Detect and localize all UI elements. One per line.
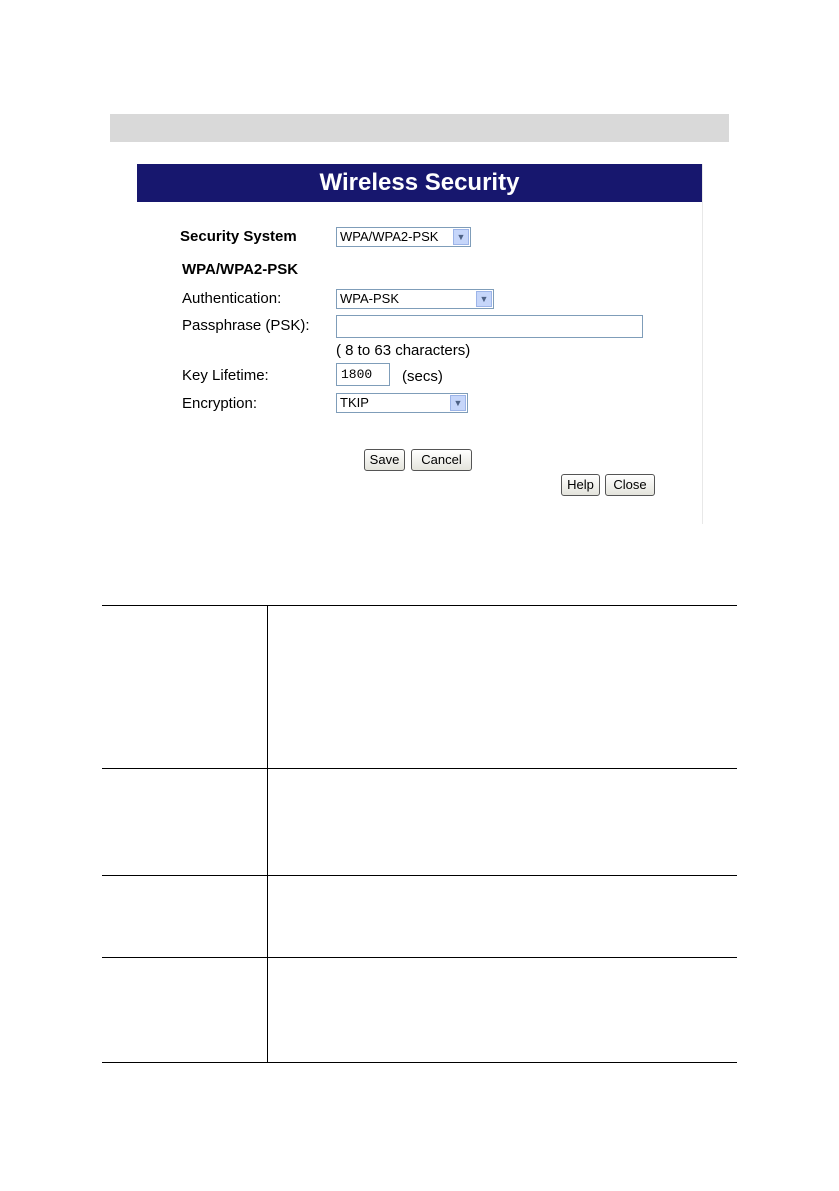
panel-title: Wireless Security (137, 164, 702, 202)
chevron-down-icon: ▼ (450, 395, 466, 411)
encryption-value: TKIP (340, 395, 369, 410)
section-heading: WPA/WPA2-PSK (182, 261, 299, 278)
encryption-label: Encryption: (182, 395, 258, 412)
encryption-select[interactable] (336, 393, 468, 413)
security-system-label: Security System (180, 228, 297, 245)
key-lifetime-input[interactable]: 1800 (336, 363, 390, 386)
key-lifetime-unit: (secs) (402, 368, 443, 385)
passphrase-label: Passphrase (PSK): (182, 317, 310, 334)
chevron-down-icon: ▼ (453, 229, 469, 245)
help-button[interactable]: Help (561, 474, 600, 496)
table-row-divider (102, 875, 737, 876)
security-system-select[interactable] (336, 227, 471, 247)
field-description-table (102, 605, 737, 1063)
security-system-value: WPA/WPA2-PSK (340, 229, 439, 244)
authentication-select[interactable] (336, 289, 494, 309)
table-row-divider (102, 957, 737, 958)
save-button[interactable]: Save (364, 449, 405, 471)
passphrase-hint: ( 8 to 63 characters) (336, 342, 471, 359)
table-row-divider (102, 768, 737, 769)
cancel-button[interactable]: Cancel (411, 449, 472, 471)
section-bar (110, 114, 729, 142)
passphrase-input[interactable] (336, 315, 643, 338)
wireless-security-panel (137, 164, 703, 524)
authentication-value: WPA-PSK (340, 291, 399, 306)
chevron-down-icon: ▼ (476, 291, 492, 307)
authentication-label: Authentication: (182, 290, 282, 307)
key-lifetime-label: Key Lifetime: (182, 367, 269, 384)
table-column-divider (267, 606, 268, 1062)
close-button[interactable]: Close (605, 474, 655, 496)
